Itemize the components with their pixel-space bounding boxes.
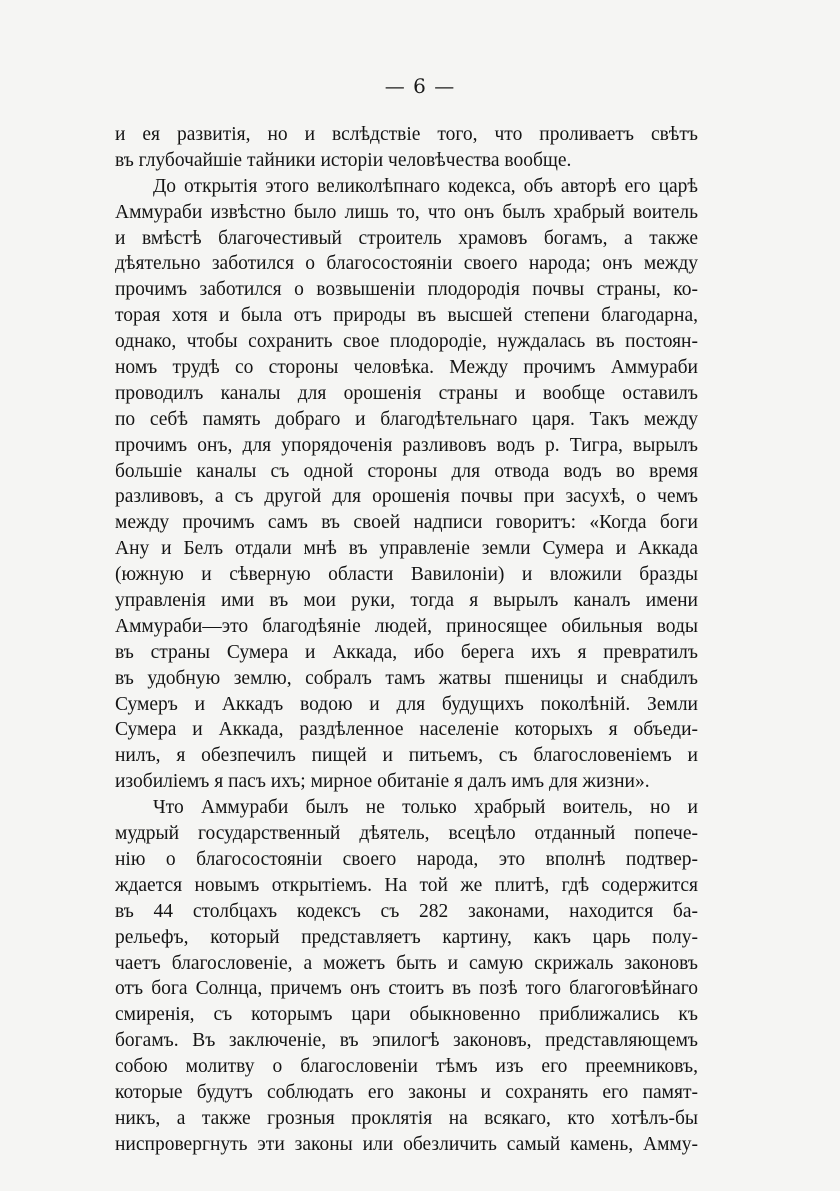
text-line: (южную и сѣверную области Вавилоніи) и вложили бразды	[115, 564, 698, 586]
text-line: ниспровергнуть эти законы или обезличить самый камень, Амму-	[115, 1133, 698, 1155]
text-line: большіе каналы съ одной стороны для отвода водъ во время	[115, 460, 698, 482]
text-line: нію о благосостояніи своего народа, это вполнѣ подтвер-	[115, 848, 698, 870]
paragraph-3	[115, 795, 698, 1157]
text-line: торая хотя и была отъ природы въ высшей степени благодарна,	[115, 305, 698, 327]
body-text	[115, 122, 698, 1158]
text-line: въ глубочайшіе тайники исторіи человѣчества вообще.	[115, 149, 572, 171]
text-line: рельефъ, который представляетъ картину, какъ царь полу-	[115, 926, 698, 948]
text-line: между прочимъ самъ въ своей надписи говоритъ: «Когда боги	[115, 512, 698, 534]
text-line: отъ бога Солнца, причемъ онъ стоитъ въ позѣ того благоговѣйнаго	[115, 978, 698, 1000]
page-number: — 6 —	[384, 74, 456, 98]
text-line: дѣятельно заботился о благосостояніи своего народа; онъ между	[115, 253, 698, 275]
text-line: изобиліемъ я пасъ ихъ; мирное обитаніе я далъ имъ для жизни».	[115, 771, 650, 793]
text-line: Аммураби извѣстно было лишь то, что онъ былъ храбрый воитель	[115, 201, 698, 223]
text-line: Аммураби—это благодѣяніе людей, приносящее обильныя воды	[115, 615, 698, 637]
text-line: нилъ, я обезпечилъ пищей и питьемъ, съ благословеніемъ и	[115, 745, 698, 767]
text-line: въ удобную землю, собралъ тамъ жатвы пшеницы и снабдилъ	[115, 667, 698, 689]
text-line: по себѣ память добраго и благодѣтельнаго царя. Такъ между	[115, 408, 698, 430]
paragraph-2	[115, 174, 698, 795]
text-line: До открытія этого великолѣпнаго кодекса, объ авторѣ его царѣ	[153, 175, 698, 197]
text-line: въ 44 столбцахъ кодексъ съ 282 законами, находится ба-	[115, 900, 698, 922]
paragraph-1	[115, 122, 698, 174]
text-line: въ страны Сумера и Аккада, ибо берега ихъ я превратилъ	[115, 641, 698, 663]
text-line: Что Аммураби былъ не только храбрый воитель, но и	[153, 797, 698, 819]
text-line: Ану и Белъ отдали мнѣ въ управленіе земли Сумера и Аккада	[115, 538, 698, 560]
text-line: которые будутъ соблюдать его законы и сохранять его памят-	[115, 1081, 698, 1103]
text-line: Сумера и Аккада, раздѣленное населеніе которыхъ я объеди-	[115, 719, 698, 741]
text-line: и вмѣстѣ благочестивый строитель храмовъ богамъ, а также	[115, 227, 698, 249]
text-line: однако, чтобы сохранить свое плодородіе, нуждалась въ постоян-	[115, 331, 698, 353]
text-line: разливовъ, а съ другой для орошенія почвы при засухѣ, о чемъ	[115, 486, 698, 508]
text-line: проводилъ каналы для орошенія страны и вообще оставилъ	[115, 382, 698, 404]
text-line: прочимъ заботился о возвышеніи плодородія почвы страны, ко-	[115, 279, 698, 301]
text-line: прочимъ онъ, для упорядоченія разливовъ водъ р. Тигра, вырылъ	[115, 434, 698, 456]
text-line: ждается новымъ открытіемъ. На той же плитѣ, гдѣ содержится	[115, 874, 698, 896]
text-line: и ея развитія, но и вслѣдствіе того, что проливаетъ свѣтъ	[115, 124, 698, 145]
text-line: мудрый государственный дѣятель, всецѣло отданный попече-	[115, 823, 698, 845]
text-line: никъ, а также грозныя проклятія на всякаго, кто хотѣлъ-бы	[115, 1107, 698, 1129]
text-line: собою молитву о благословеніи тѣмъ изъ его преемниковъ,	[115, 1056, 698, 1078]
text-line: смиренія, съ которымъ цари обыкновенно приближались къ	[115, 1004, 698, 1026]
text-line: богамъ. Въ заключеніе, въ эпилогѣ законовъ, представляющемъ	[115, 1030, 698, 1052]
text-line: чаетъ благословеніе, а можетъ быть и самую скрижаль законовъ	[115, 952, 698, 974]
text-line: управленія ими въ мои руки, тогда я вырылъ каналъ имени	[115, 590, 698, 612]
text-line: Сумеръ и Аккадъ водою и для будущихъ поколѣній. Земли	[115, 693, 698, 715]
text-line: номъ трудѣ со стороны человѣка. Между прочимъ Аммураби	[115, 357, 698, 379]
